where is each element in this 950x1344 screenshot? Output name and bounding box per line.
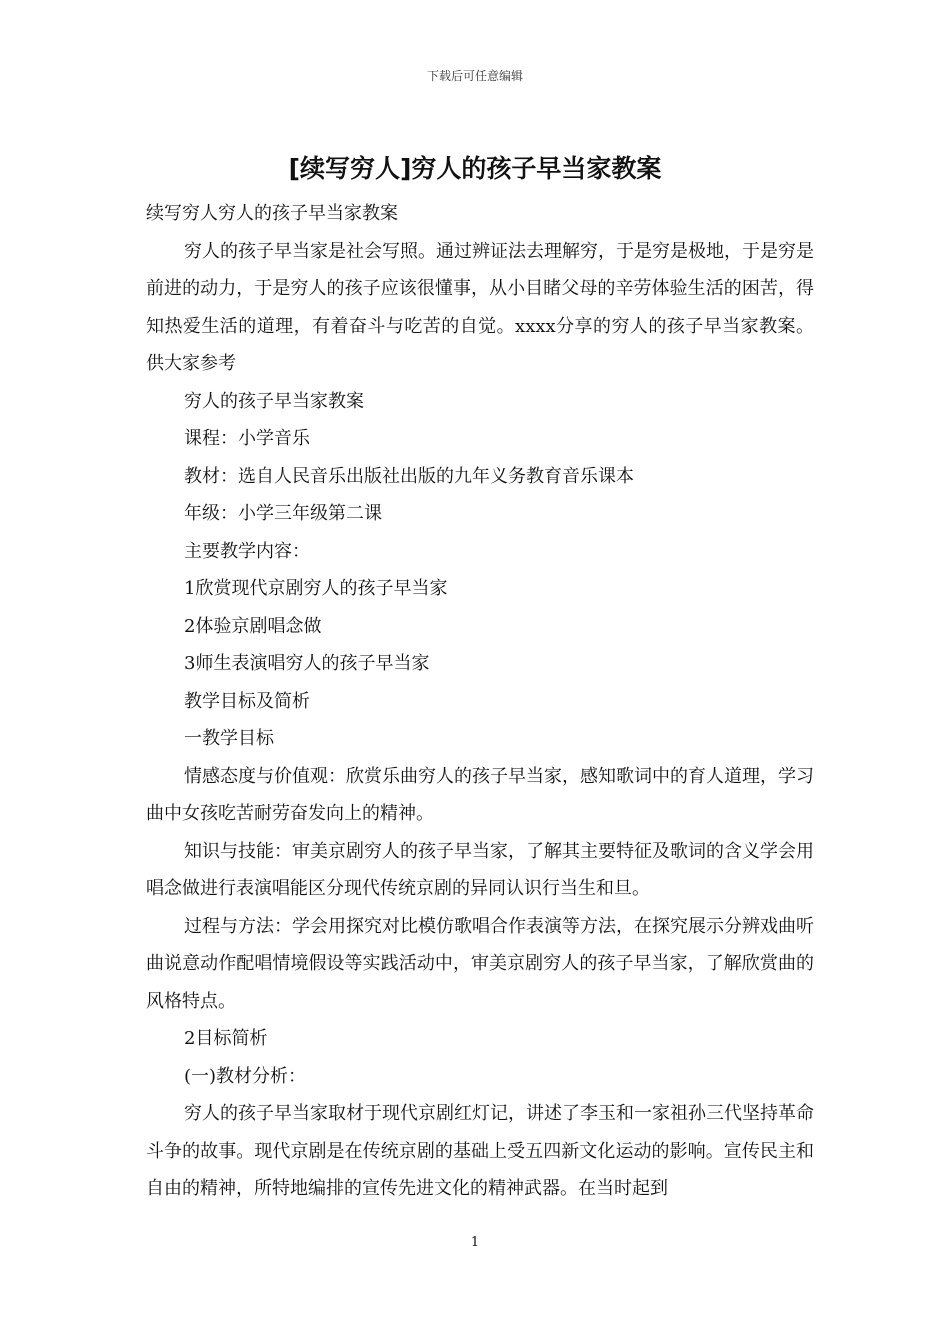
body-paragraph: (一)教材分析：: [184, 1065, 307, 1087]
body-paragraph: 续写穷人穷人的孩子早当家教案: [146, 203, 398, 224]
body-paragraph: 3师生表演唱穷人的孩子早当家: [184, 653, 430, 674]
document-title: [续写穷人]穷人的孩子早当家教案: [288, 154, 662, 183]
body-paragraph: 2体验京剧唱念做: [184, 615, 322, 637]
body-paragraph: 穷人的孩子早当家教案: [184, 390, 364, 412]
body-paragraph: 穷人的孩子早当家取材于现代京剧红灯记，讲述了李玉和一家祖孙三代坚持革命斗争的故事。现代京剧是在传统京剧的基础上受五四新文化运动的影响。宣传民主和自由的精神，所特地编排的宣传先进文化的精神武器。在当时起到: [146, 1103, 814, 1199]
body-paragraph: 年级：小学三年级第二课: [184, 503, 382, 524]
body-paragraph: 一教学目标: [184, 728, 274, 749]
body-paragraph: 2目标简析: [184, 1028, 268, 1049]
body-paragraph: 1欣赏现代京剧穷人的孩子早当家: [184, 578, 448, 599]
body-paragraph: 教学目标及简析: [184, 690, 310, 712]
body-paragraph: 穷人的孩子早当家是社会写照。通过辨证法去理解穷，于是穷是极地，于是穷是前进的动力，于是穷人的孩子应该很懂事，从小目睹父母的辛劳体验生活的困苦，得知热爱生活的道理，有着奋斗与吃苦的自觉。xxxx分享的穷人的孩子早当家教案。供大家参考: [146, 240, 814, 374]
body-paragraph: 情感态度与价值观：欣赏乐曲穷人的孩子早当家，感知歌词中的育人道理，学习曲中女孩吃苦耐劳奋发向上的精神。: [146, 765, 814, 824]
body-paragraph: 过程与方法：学会用探究对比模仿歌唱合作表演等方法，在探究展示分辨戏曲听曲说意动作配唱情境假设等实践活动中，审美京剧穷人的孩子早当家，了解欣赏曲的风格特点。: [146, 915, 814, 1012]
document-body: [146, 195, 814, 1208]
body-paragraph: 教材：选自人民音乐出版社出版的九年义务教育音乐课本: [184, 465, 634, 487]
page-number: 1: [470, 1235, 480, 1250]
body-paragraph: 知识与技能：审美京剧穷人的孩子早当家，了解其主要特征及歌词的含义学会用唱念做进行表演唱能区分现代传统京剧的异同认识行当生和旦。: [146, 840, 814, 899]
body-paragraph: 主要教学内容：: [184, 540, 310, 562]
header-note: 下载后可任意编辑: [426, 69, 523, 83]
body-paragraph: 课程：小学音乐: [184, 428, 310, 449]
